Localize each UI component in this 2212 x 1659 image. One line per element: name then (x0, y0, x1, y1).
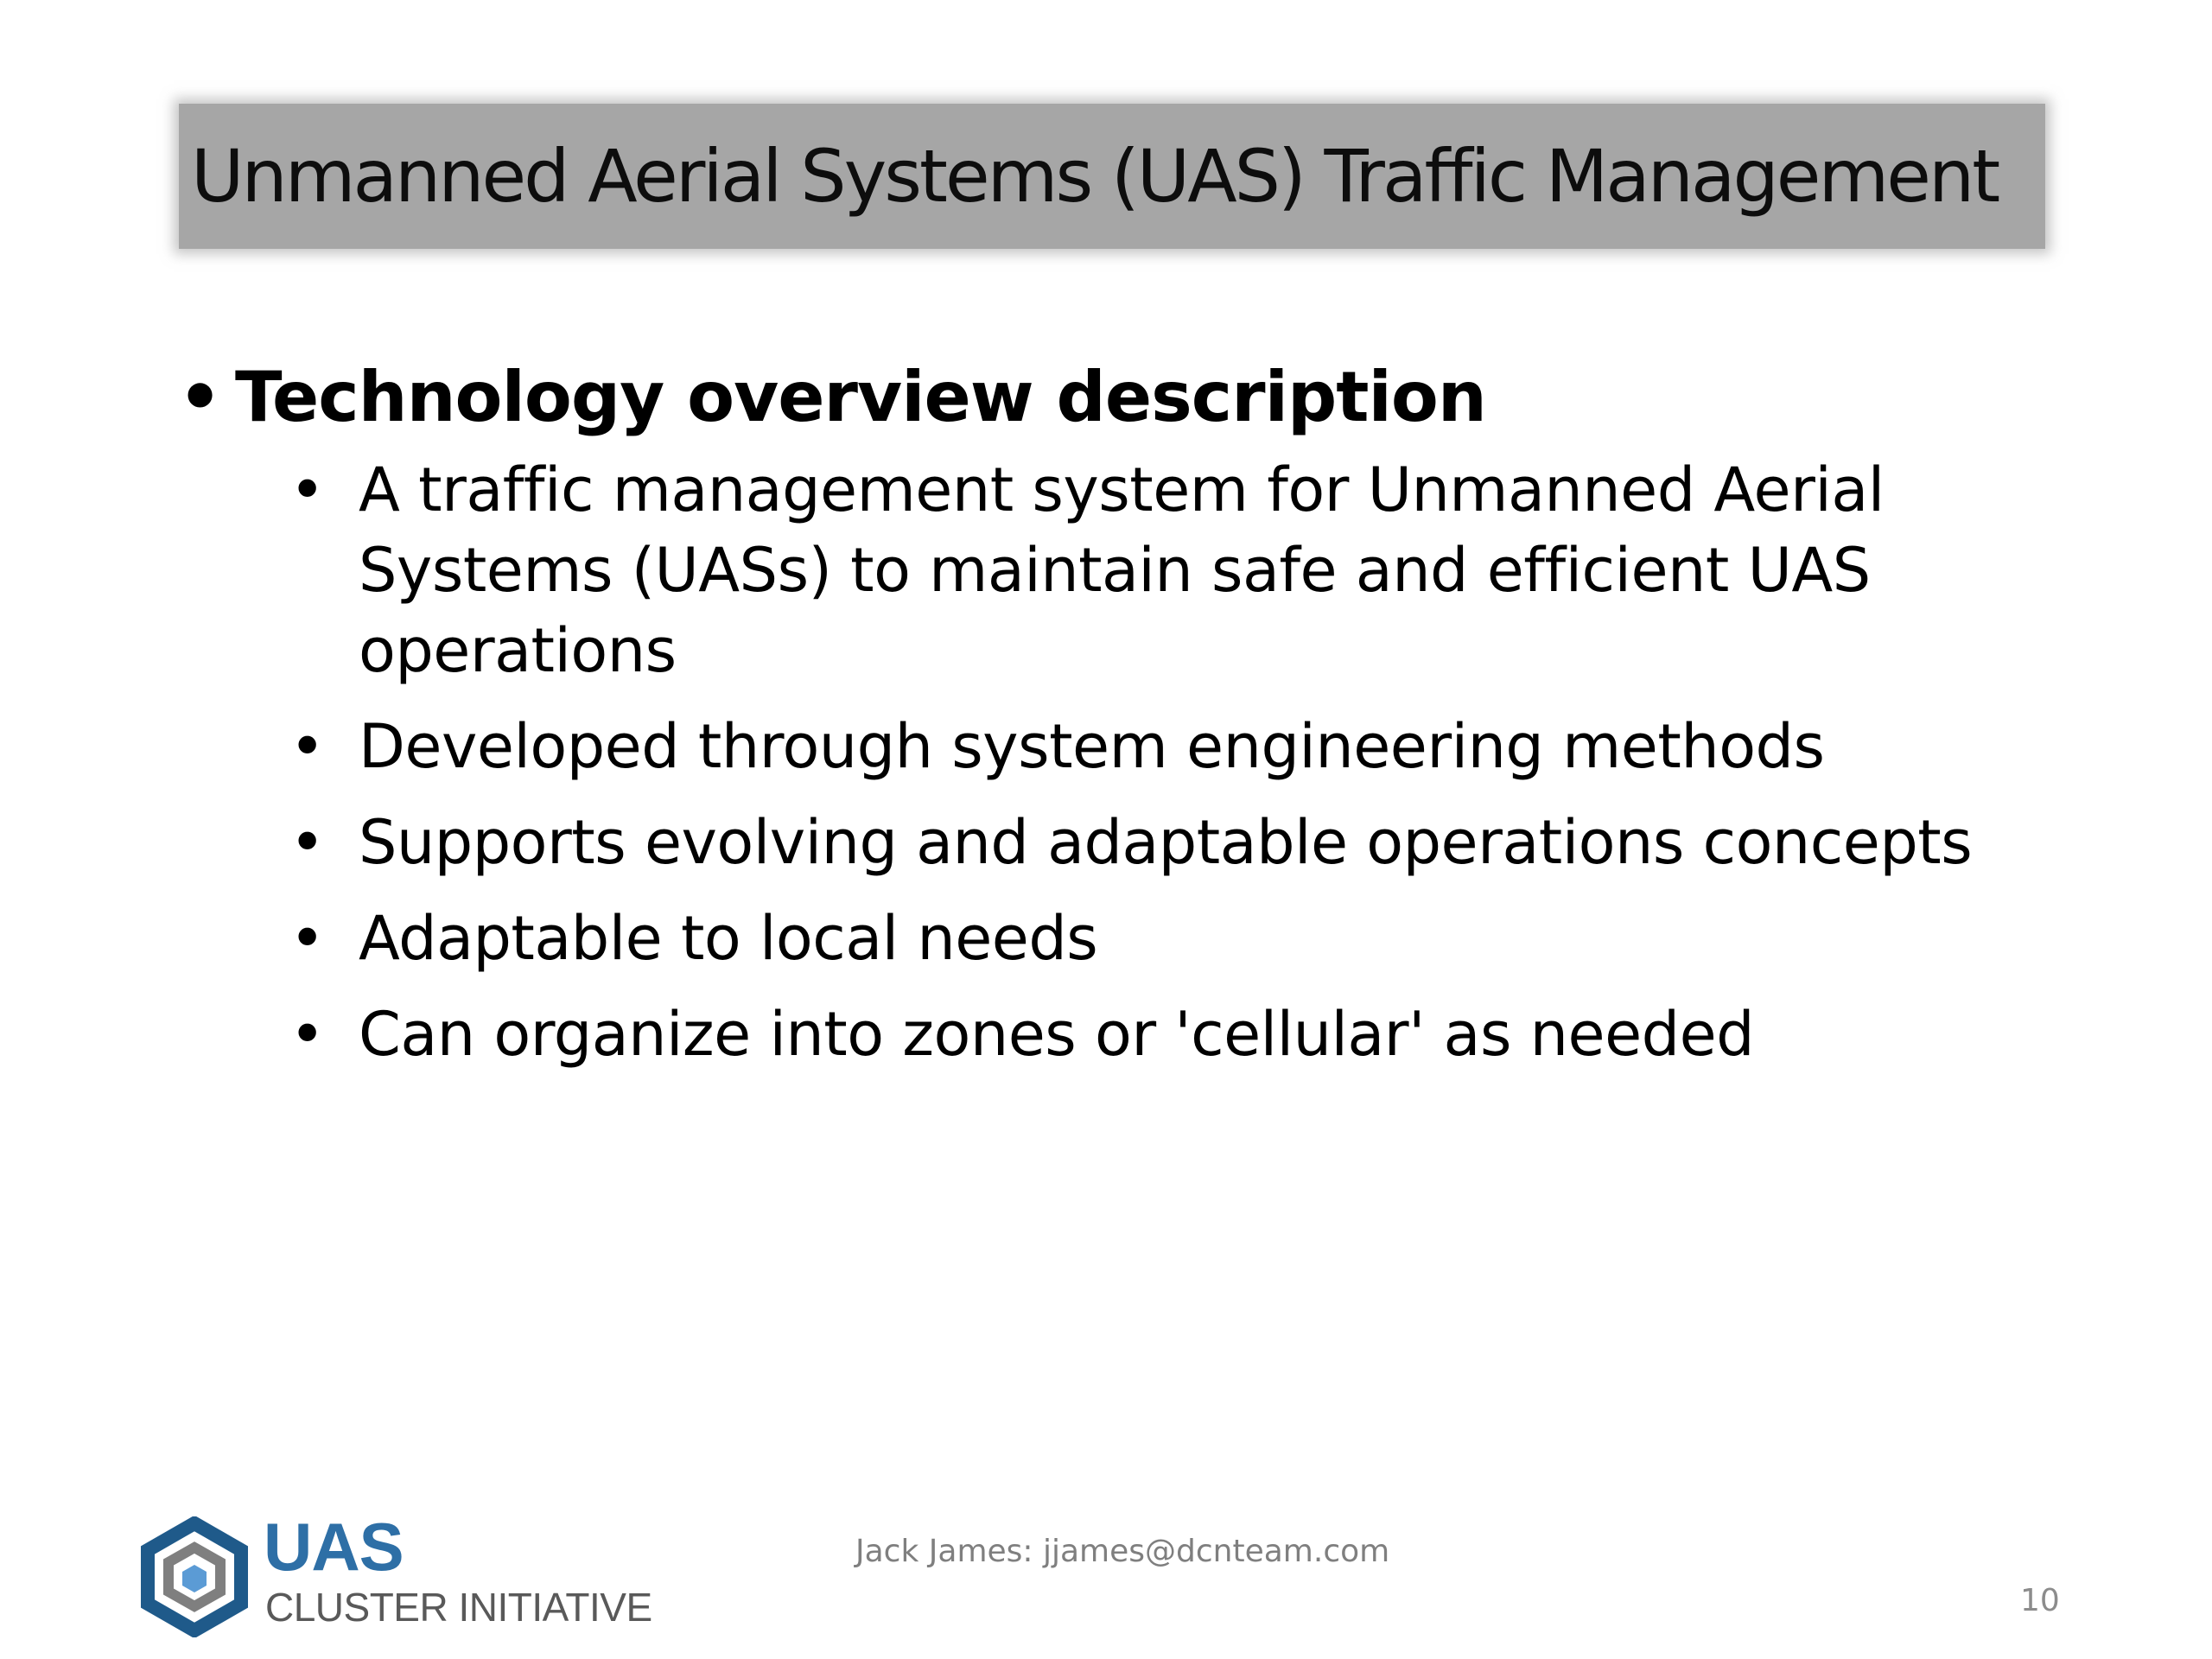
sub-bullet-list (173, 450, 2074, 1075)
sub-bullet-item (173, 803, 2087, 883)
bullet-icon: • (289, 711, 325, 782)
bullet-icon: • (178, 357, 222, 437)
slide-title: Unmanned Aerial Systems (UAS) Traffic Management (191, 134, 1999, 219)
sub-bullet-text: A traffic management system for Unmanned Aerial Systems (UASs) to maintain safe and efficient UAS operations (359, 454, 1885, 686)
sub-bullet-item (173, 899, 2087, 979)
page-number: 10 (2020, 1583, 2060, 1618)
hexagon-logo-icon (134, 1516, 255, 1637)
sub-bullet-item (173, 707, 2087, 787)
sub-bullet-item (173, 995, 2087, 1075)
logo-sub-text: CLUSTER INITIATIVE (265, 1585, 652, 1630)
main-bullet-text: Technology overview description (235, 357, 1486, 437)
slide-content (173, 350, 2074, 1090)
logo-main-text: UAS (264, 1509, 404, 1585)
sub-bullet-text: Supports evolving and adaptable operations concepts (359, 807, 1973, 878)
sub-bullet-text: Can organize into zones or 'cellular' as needed (359, 999, 1755, 1070)
bullet-icon: • (289, 999, 325, 1070)
sub-bullet-text: Developed through system engineering methods (359, 711, 1825, 782)
main-bullet (173, 350, 2074, 445)
slide-title-bar (179, 104, 2045, 249)
sub-bullet-text: Adaptable to local needs (359, 903, 1098, 974)
sub-bullet-item (173, 450, 2087, 691)
bullet-icon: • (289, 807, 325, 878)
bullet-icon: • (289, 454, 325, 525)
uas-cluster-logo (134, 1509, 652, 1637)
footer-contact: Jack James: jjames@dcnteam.com (855, 1534, 1390, 1569)
bullet-icon: • (289, 903, 325, 974)
